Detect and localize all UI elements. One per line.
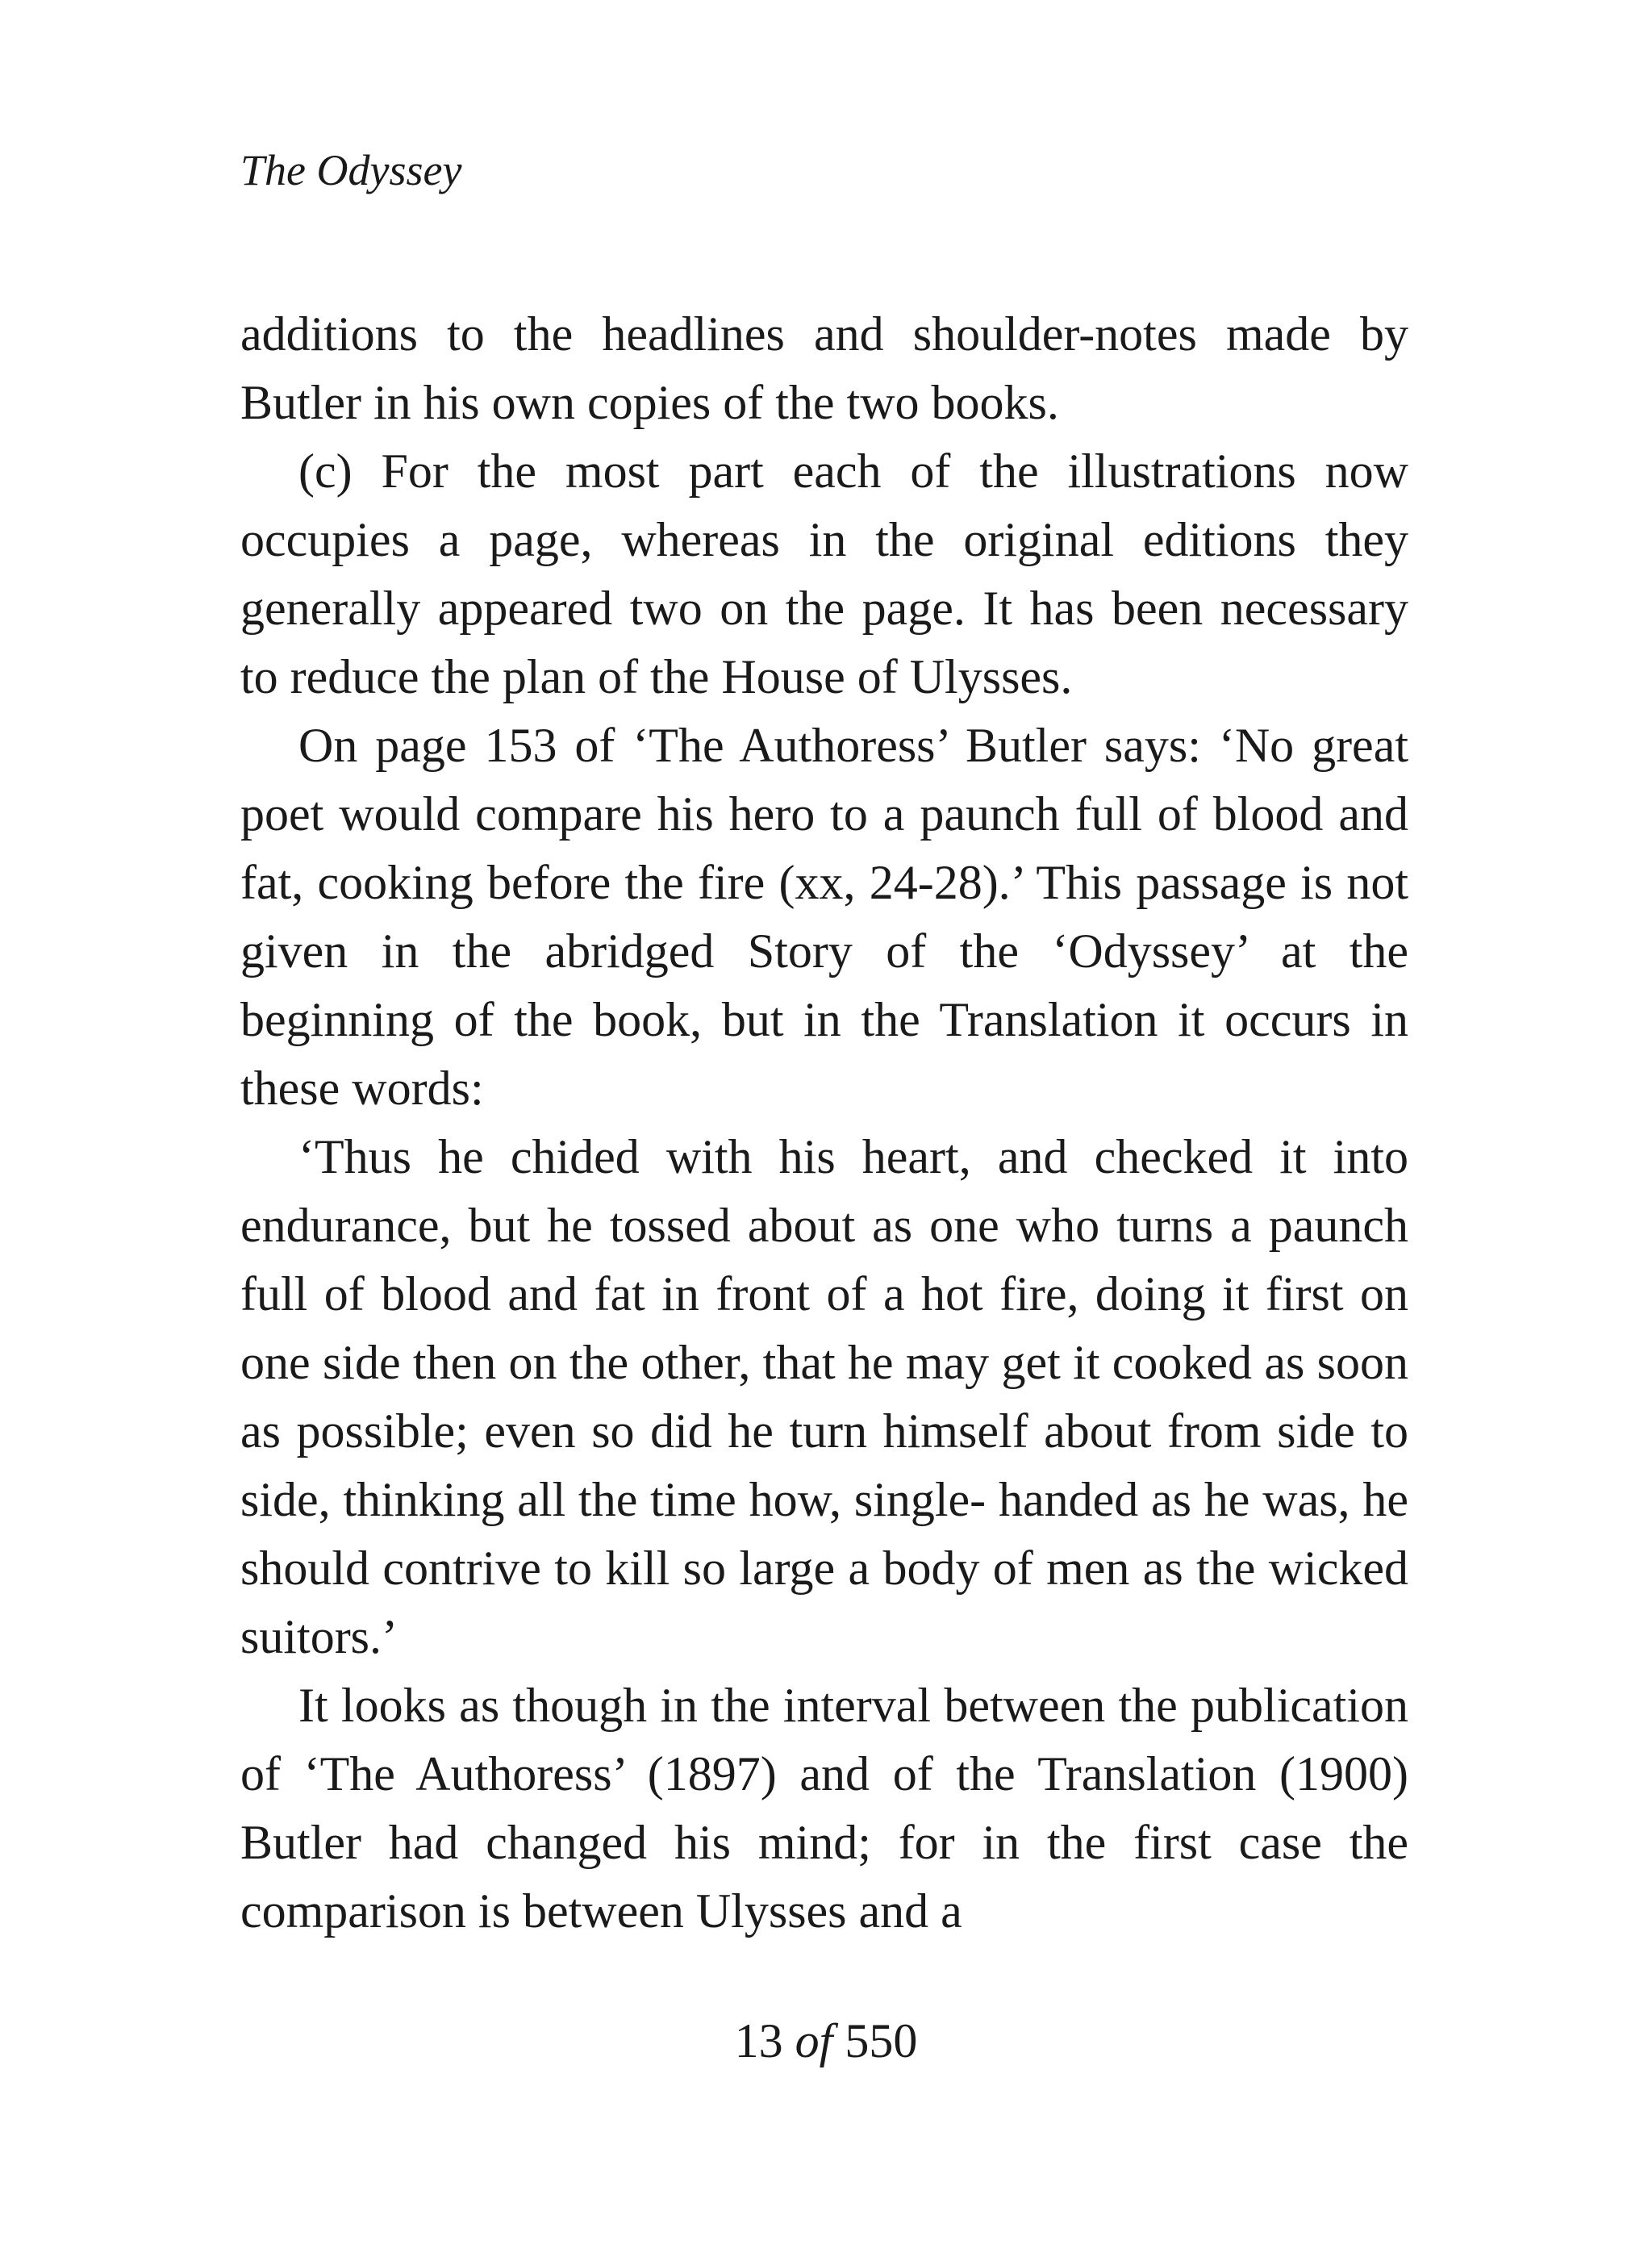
page-number: [0, 2014, 1652, 2067]
paragraph-quotation: ‘Thus he chided with his heart, and checked it into endurance, but he tossed about as one who turns a paunch full of blood and fat in front of a hot fire, doing it first on one side then on the other, that he may get it cooked as soon as possible; even so did he turn himself about from side to side, thinking all the time how, single- handed as he was, he should contrive to kill so large a body of men as the wicked suitors.’: [240, 1130, 1408, 1663]
paragraph: (c) For the most part each of the illustrations now occupies a page, whereas in the original editions they generally appeared two on the page. It has been necessary to reduce the plan of the House of Ulysses.: [240, 444, 1408, 703]
paragraph: On page 153 of ‘The Authoress’ Butler says: ‘No great poet would compare his hero to a paunch full of blood and fat, cooking before the fire (xx, 24-28).’ This passage is not given in the abridged Story of the ‘Odyssey’ at the beginning of the book, but in the Translation it occurs in these words:: [240, 719, 1408, 1115]
running-head: The Odyssey: [240, 146, 462, 194]
page-number-current: 13: [734, 2014, 783, 2067]
body-text: [240, 300, 1408, 1946]
paragraph: It looks as though in the interval between the publication of ‘The Authoress’ (1897) and of the Translation (1900) Butler had changed his mind; for in the first case the comparison is between Ulysses and a: [240, 1679, 1408, 1938]
paragraph-continued: additions to the headlines and shoulder-notes made by Butler in his own copies of the two books.: [240, 307, 1408, 429]
page-number-of: of: [795, 2014, 833, 2067]
page-number-total: 550: [845, 2014, 918, 2067]
